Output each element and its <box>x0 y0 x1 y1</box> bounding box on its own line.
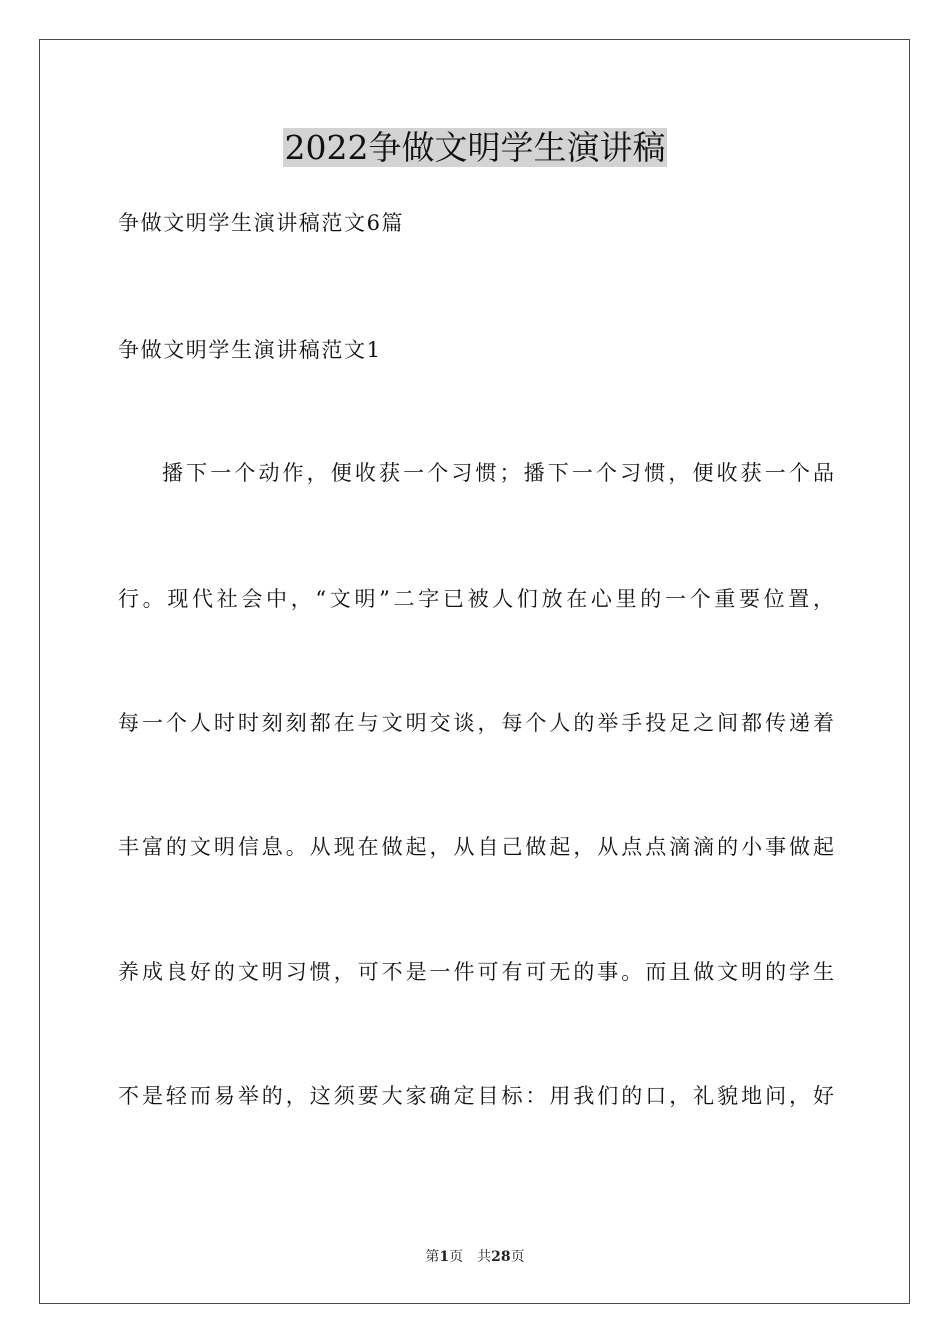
paragraph-line: 播下一个动作，便收获一个习惯；播下一个习惯，便收获一个品 <box>162 461 834 485</box>
page-number: 1 <box>439 1249 450 1265</box>
paragraph-line: 丰富的文明信息。从现在做起，从自己做起，从点点滴滴的小事做起 <box>118 835 834 859</box>
page-suffix: 页 <box>449 1249 464 1265</box>
page-prefix: 第 <box>425 1249 440 1265</box>
document-title-text: 2022争做文明学生演讲稿 <box>284 128 666 167</box>
paragraph-line: 养成良好的文明习惯，可不是一件可有可无的事。而且做文明的学生 <box>118 960 834 984</box>
total-suffix: 页 <box>510 1249 525 1265</box>
section-heading: 争做文明学生演讲稿范文1 <box>118 338 382 362</box>
paragraph-line: 行。现代社会中，“文明”二字已被人们放在心里的一个重要位置， <box>118 587 834 611</box>
page-footer <box>0 1247 950 1267</box>
paragraph-line: 不是轻而易举的，这须要大家确定目标：用我们的口，礼貌地问，好 <box>118 1084 834 1108</box>
total-prefix: 共 <box>477 1249 492 1265</box>
total-pages: 28 <box>491 1249 511 1265</box>
document-subtitle: 争做文明学生演讲稿范文6篇 <box>118 211 405 235</box>
document-title <box>0 124 950 172</box>
paragraph-line: 每一个人时时刻刻都在与文明交谈，每个人的举手投足之间都传递着 <box>118 711 834 735</box>
